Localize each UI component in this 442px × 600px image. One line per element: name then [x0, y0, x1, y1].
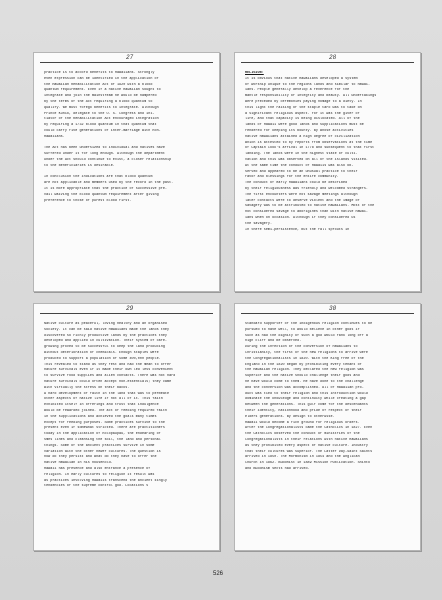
text-line: their identity, nationhood and pride of respect of their — [245, 408, 362, 413]
text-line: vation and this was observed on all of the islands visited. — [245, 157, 368, 162]
text-line: The conduct of early Hawaiians could be described — [245, 181, 348, 186]
text-line: the Catholics observed the conduct of ministries of the — [245, 432, 360, 437]
folio-number: 526 — [213, 571, 224, 577]
text-line: tiator of the Rehabilitation Act encouraged integration — [44, 117, 159, 122]
document-page-3 — [33, 303, 220, 551]
text-line: Christianity, the first of the new religions to arrive were — [245, 350, 368, 355]
text-line: smes lines and cleansing the soil, the land and personal — [44, 437, 161, 442]
text-line: ians when on occasion. Although if they considered us — [245, 215, 356, 220]
text-line: later contacts were to deserve violent and the image of — [245, 198, 360, 203]
text-line: without deterioration of chemicals. Enough staples were — [44, 350, 159, 355]
text-line: integrate and join the mainstream he would be hampered — [44, 94, 157, 99]
text-line: by the terms of the Act requiring a blood quantum to — [44, 99, 153, 104]
text-line: favor and blessings for the entire community. — [245, 175, 339, 180]
text-line: were preceded by ceremonies paying homage to a diety. In — [245, 99, 362, 104]
text-line: dominate the knowledge and continuity while creating a gap — [245, 397, 366, 402]
text-line: quantum requirement. Even if a native Hawaiian sought to — [44, 88, 161, 93]
text-line: duct was tied to their religion and this introduction would — [245, 391, 368, 396]
page-number: 28 — [329, 54, 337, 61]
text-line: It is obvious that native Hawaiians developed a system — [245, 76, 358, 81]
text-line: not considered savage to aborigines than with native Hawai- — [245, 210, 368, 215]
text-line: served and appeared to be an unusual practice to their — [245, 169, 358, 174]
page-header-rule — [40, 313, 213, 314]
text-line: religion. In early cultures to religion it result was — [44, 472, 155, 477]
text-line: produced to support a population of some 400,000 people. — [44, 356, 161, 361]
text-line: such as had the dignity of such a god would rank long off a — [245, 333, 368, 338]
text-line: how do they persist and what do they have to offer the — [44, 455, 157, 460]
text-line: present even if somewhat stricted. There are practitioners — [44, 426, 165, 431]
page-number: 29 — [126, 305, 134, 312]
text-line: nature survivals even if it made their own led less convenient — [44, 368, 174, 373]
document-page-4 — [234, 303, 421, 551]
text-line: England in the 1820 began by prohibiting every tenant of — [245, 362, 362, 367]
text-line: to survive food supplies and alien contacts. There was not hard — [44, 374, 176, 379]
text-line: even expression can be identified in the application of — [44, 76, 159, 81]
text-line: discovered so richly productive lands by the practices they — [44, 333, 167, 338]
text-line: A hard development of faith in the land that was to permeate — [44, 391, 170, 396]
text-line: by their religiousness was friendly and welcomed strangers. — [245, 186, 368, 191]
page-body — [245, 322, 410, 473]
page-header-rule — [40, 62, 213, 63]
text-line: native Hawaiians attained a high degree of civilization — [245, 134, 360, 139]
text-line: arrived in 1850. The Mormonism in 1854 and the Anglican — [245, 455, 360, 460]
text-line: in the supplications and achieved the goals many times — [44, 414, 157, 419]
text-line: In there semi-persistence, but the fall sprouts in — [245, 227, 350, 232]
text-line: with virtually the stress on their backs. — [44, 385, 130, 390]
text-line: the Congregationalists in 1820. With the King free of the — [245, 356, 364, 361]
text-line: nature survivals could often accept non-essentials; they came — [44, 379, 172, 384]
text-line: to the beneficiaries is desirable. — [44, 163, 115, 168]
page-body — [245, 71, 410, 233]
text-line: exhibited itself in offerings and trust that indulgence — [44, 403, 159, 408]
text-line: elders generations. By design to otherwise. — [245, 414, 335, 419]
text-line: pursued to have well, to would believe in other gods if — [245, 327, 360, 332]
text-line: Church in 1862. Buddhist in 1889 Mission Publication. Shinto — [245, 461, 371, 466]
text-line: and the conversion was accomplished. All of Hawaiian pro- — [245, 385, 364, 390]
text-line: which is attested to by reports from observations at the time — [245, 140, 373, 145]
text-line: preference to those of purest blood first. — [44, 198, 132, 203]
text-line: between the generations. This gulf come for the descendants — [245, 403, 368, 408]
text-line: lands of Hawaii were good lands and supplications must be — [245, 123, 364, 128]
text-line: by requiring a 1/32 blood quantum in that quantum that — [44, 123, 157, 128]
text-line: the savagery. — [245, 221, 273, 226]
text-line: Hawaii would become a rich ground for religious orders. — [245, 420, 360, 425]
text-line: landing. The lands were in the highest state of culti- — [245, 152, 358, 157]
text-line: mantle responsibility of integrity and beauty. All undertakings — [245, 94, 377, 99]
text-line: of worship unique to the regions lands and similar to Hawai- — [245, 82, 371, 87]
text-line: superior and the native should challenge their gods and — [245, 374, 360, 379]
text-line: this light the raising of the staple taro was to take on — [245, 105, 362, 110]
text-line: The Act has been undersized to individual and natives have — [44, 146, 165, 151]
text-line: except for feeding purposes. Some practices survive to the — [44, 420, 165, 425]
text-line: suffered under it for long enough. Although the department — [44, 152, 165, 157]
text-line: under the Act should continue to exist, a closer relationship — [44, 157, 172, 162]
text-line: society. It can be said native Hawaiians made the lands they — [44, 327, 170, 332]
text-line: he have would come to them. He have done to the challenge — [245, 379, 364, 384]
text-line: Native culture as peaceful, loving healthy and an organised — [44, 322, 167, 326]
text-line: Congregationalists in their relations with native Hawaiians — [245, 437, 368, 442]
text-line: qualify. We must forego benefits to integrate. Although — [44, 105, 159, 110]
text-line: Hawaiians. — [44, 134, 65, 139]
text-line: high cliff and be observed. — [245, 339, 302, 344]
text-line: The first encounters were not savage meetings although — [245, 192, 358, 197]
text-line: the Hawaiian religion. They declared the new religion was — [245, 368, 364, 373]
text-line: that their cultures was superior. The Latter Day-Saint Saints — [245, 449, 373, 454]
text-line: the Hawaiian Rehabilitation Act of 1920 with a blood — [44, 82, 153, 87]
text-line: and Buddhism sects had arrived. — [245, 466, 310, 471]
text-line: could carry five generations of inter-marriage with non- — [44, 128, 161, 133]
text-line: would be rewarded joined. The act of feeding required faith — [44, 408, 167, 413]
page-number: 27 — [126, 54, 134, 61]
text-line: tendencies of the supreme control god. Locations s — [44, 484, 149, 489]
text-line: life, and that capacity is being dislocated. All of the — [245, 117, 360, 122]
text-line: other aspects of native life if not all of it. This faith — [44, 397, 163, 402]
page-header-rule — [241, 313, 414, 314]
text-line: This revealed to stand as they rest and had the mean to offer — [44, 362, 172, 367]
text-line: are not applicable and members used by the record in the past. — [44, 181, 174, 186]
page-body — [44, 71, 209, 204]
document-page-1 — [33, 52, 220, 292]
text-line: native Hawaiian in his household. — [44, 461, 113, 466]
text-line: as they prohibited every aspect of native culture. Industry — [245, 443, 368, 448]
text-line: savagery was to be attributed to native Hawaiians. Most of the — [245, 204, 375, 209]
text-line: growing proved to be successful to keep the land producing — [44, 345, 165, 350]
text-line: variation with the other newer cultures. The question is — [44, 449, 161, 454]
page-header-rule — [241, 62, 414, 63]
document-page-2 — [234, 52, 421, 292]
text-line: of Captain Cook's arrival in 1778 and subsequent to that first — [245, 146, 375, 151]
text-line: things. Some of the ancient practices survive in some — [44, 443, 155, 448]
text-line: as practices involving Hawaiis transcend the ancient kingly — [44, 478, 167, 483]
text-line: rendered for keeping its bounty. By whose activities — [245, 128, 354, 133]
text-line: developed and applied in cultivation. Their system of care- — [44, 339, 167, 344]
text-line: It is more appropriate that the practice of successive pre- — [44, 186, 167, 191]
text-line: ians. People generally develop a reverence for the — [245, 88, 350, 93]
text-line: In conclusion the indications are that blood quantum — [44, 175, 153, 180]
text-line: standard supporter of the indigenous religion continues to be — [245, 322, 373, 326]
text-line: After the Congregationalists came the Catholics in 1827. Even — [245, 426, 373, 431]
page-number: 30 — [329, 305, 337, 312]
section-heading: RELIGION: — [245, 71, 264, 75]
text-line: At the same time the conduct of Hawaiis was also ob- — [245, 163, 354, 168]
page-body — [44, 322, 209, 490]
text-line: vail waiving the blood quantum requirement after giving — [44, 192, 159, 197]
text-line: Hawaii has presence and also entrance a presence of — [44, 466, 151, 471]
text-line: During the infection of the conversion of Hawaiians to — [245, 345, 358, 350]
text-line: Prince Kuhio, delegate to the U. S. Congress and ini- — [44, 111, 155, 116]
text-line: a significant religious aspect. For it was the giver of — [245, 111, 360, 116]
text-line: practice is to accord benefits to Hawaiians. Strongly — [44, 71, 155, 75]
text-line: today in the application of holopaupau, the endearing of — [44, 432, 161, 437]
